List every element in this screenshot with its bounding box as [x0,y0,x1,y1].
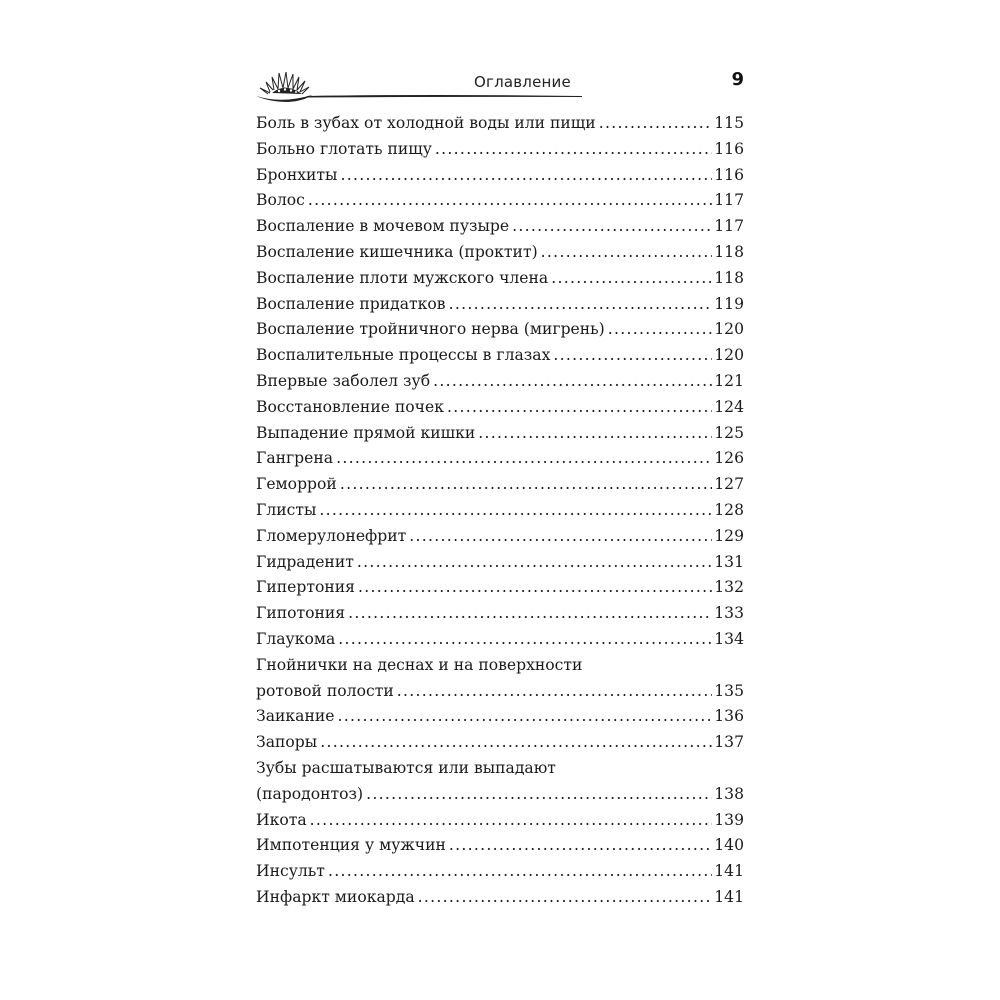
dot-leader [308,188,712,214]
dot-leader [310,808,713,834]
toc-entry[interactable] [256,498,744,524]
dot-leader [338,627,712,653]
toc-entry-line [256,188,744,214]
toc-entry[interactable] [256,395,744,421]
toc-page-number: 126 [714,449,744,468]
toc-entry[interactable] [256,730,744,756]
toc-entry[interactable] [256,756,744,808]
dot-leader [433,369,712,395]
toc-entry-line [256,885,744,911]
toc-page-number: 132 [714,578,744,597]
toc-entry[interactable] [256,317,744,343]
toc-entry-title: Воспаление тройничного нерва (мигрень) [256,320,605,339]
dot-leader [599,111,713,137]
dot-leader [366,782,712,808]
dot-leader [328,859,712,885]
header-title: Оглавление [474,73,571,91]
dot-leader [551,266,712,292]
toc-entry-title: Впервые заболел зуб [256,371,431,390]
dot-leader [348,601,712,627]
toc-entry[interactable] [256,214,744,240]
toc-page-number: 120 [714,320,744,339]
toc-entry[interactable] [256,240,744,266]
toc-entry-title: Воспаление в мочевом пузыре [256,217,510,236]
toc-entry[interactable] [256,163,744,189]
toc-entry-title: Боль в зубах от холодной воды или пищи [256,114,596,132]
toc-entry-title: Гангрена [256,449,334,468]
toc-entry-title: Воспалительные процессы в глазах [256,346,551,365]
dot-leader [397,679,713,705]
dot-leader [449,833,712,859]
toc-entry-title: Бронхиты [256,165,338,184]
toc-entry-line [256,343,744,369]
toc-page-number: 116 [714,139,744,158]
toc-entry-line [256,369,744,395]
toc-page-number: 119 [714,294,744,313]
dot-leader [319,498,712,524]
toc-entry-line [256,575,744,601]
toc-entry[interactable] [256,421,744,447]
dot-leader [340,472,712,498]
dot-leader [478,421,712,447]
dot-leader [320,730,712,756]
dot-leader [340,163,712,189]
toc-entry-title: Икота [256,810,307,829]
dot-leader [449,292,713,318]
toc-entry[interactable] [256,885,744,911]
toc-entry[interactable] [256,111,744,137]
toc-entry-line [256,679,744,705]
toc-entry-title: Импотенция у мужчин [256,836,446,855]
toc-entry[interactable] [256,575,744,601]
toc-entry-title: Гипотония [256,604,346,623]
dot-leader [357,550,712,576]
toc-entry[interactable] [256,188,744,214]
toc-entry-title: ротовой полости [256,681,394,700]
toc-entry-line [256,730,744,756]
toc-entry[interactable] [256,266,744,292]
toc-entry-title: Гидраденит [256,552,354,571]
toc-page-number: 117 [714,217,744,236]
toc-entry-line [256,240,744,266]
toc-entry-line [256,601,744,627]
toc-entry-line [256,833,744,859]
toc-entry-line [256,498,744,524]
table-of-contents [256,111,744,911]
dot-leader [337,704,712,730]
toc-entry-line [256,472,744,498]
toc-entry[interactable] [256,627,744,653]
toc-page-number: 124 [714,397,744,416]
toc-entry-line [256,446,744,472]
toc-entry-title: Гипертония [256,578,355,597]
dot-leader [447,395,712,421]
toc-entry-line [256,163,744,189]
toc-entry-title: Воспаление плоти мужского члена [256,268,549,287]
toc-entry-line [256,317,744,343]
toc-page-number: 129 [714,526,744,545]
toc-entry-line [256,266,744,292]
dot-leader [608,317,712,343]
toc-entry[interactable] [256,859,744,885]
toc-entry[interactable] [256,653,744,705]
toc-entry[interactable] [256,833,744,859]
toc-entry-line [256,395,744,421]
toc-entry[interactable] [256,446,744,472]
toc-page-number: 133 [714,604,744,623]
toc-entry-title: (пародонтоз) [256,784,364,803]
toc-entry-title: Воспаление придатков [256,294,446,313]
toc-page-number: 140 [714,836,744,855]
toc-page-number: 116 [714,165,744,184]
toc-entry[interactable] [256,292,744,318]
toc-entry-title: Воспаление кишечника (проктит) [256,242,538,261]
toc-page-number: 125 [714,423,744,442]
toc-entry-line [256,704,744,730]
dot-leader [541,240,713,266]
toc-page-number: 121 [714,371,744,390]
dot-leader [409,524,712,550]
toc-entry-line [256,214,744,240]
dot-leader [512,214,712,240]
toc-page-number: 131 [714,552,744,571]
toc-page-number: 115 [714,114,744,132]
toc-entry[interactable] [256,808,744,834]
toc-entry-line [256,292,744,318]
toc-entry-line [256,524,744,550]
toc-entry-title: Инфаркт миокарда [256,887,415,906]
toc-page-number: 127 [714,475,744,494]
toc-page-number: 138 [714,784,744,803]
toc-entry[interactable] [256,704,744,730]
toc-entry-line [256,859,744,885]
toc-entry-title: Инсульт [256,862,325,881]
toc-entry[interactable] [256,343,744,369]
toc-entry-title: Волос [256,191,305,210]
toc-entry[interactable] [256,369,744,395]
toc-page-number: 141 [714,862,744,881]
toc-entry-title: Больно глотать пищу [256,139,432,158]
running-header [252,64,746,104]
page-number: 9 [731,69,744,90]
toc-entry-line [256,550,744,576]
toc-entry-title: Заикание [256,707,335,726]
dot-leader [435,137,712,163]
toc-entry-line [256,421,744,447]
toc-entry-title: Глисты [256,500,317,519]
toc-entry-line [256,782,744,808]
toc-entry[interactable] [256,524,744,550]
toc-entry[interactable] [256,550,744,576]
dot-leader [358,575,712,601]
toc-entry[interactable] [256,472,744,498]
toc-page-number: 136 [714,707,744,726]
toc-entry-title: Геморрой [256,475,337,494]
toc-entry-title: Глаукома [256,629,336,648]
toc-entry-title: Восстановление почек [256,397,444,416]
toc-entry-line [256,111,744,137]
toc-page-number: 141 [714,887,744,906]
toc-page-number: 117 [714,191,744,210]
toc-page-number: 118 [714,268,744,287]
toc-page-number: 135 [714,681,744,700]
toc-entry-title-line: Зубы расшатываются или выпадают [256,758,556,777]
toc-entry-line [256,627,744,653]
dot-leader [553,343,712,369]
toc-entry-title: Гломерулонефрит [256,526,407,545]
toc-entry[interactable] [256,601,744,627]
toc-page-number: 134 [714,629,744,648]
toc-entry-title: Выпадение прямой кишки [256,423,476,442]
toc-page-number: 118 [714,242,744,261]
toc-page-number: 128 [714,500,744,519]
dot-leader [336,446,712,472]
dot-leader [418,885,713,911]
toc-page-number: 120 [714,346,744,365]
toc-entry[interactable] [256,137,744,163]
toc-page-number: 137 [714,733,744,752]
toc-page-number: 139 [714,810,744,829]
toc-entry-line [256,137,744,163]
toc-entry-title-line: Гнойнички на деснах и на поверхности [256,655,583,674]
toc-entry-title: Запоры [256,733,318,752]
toc-entry-line [256,808,744,834]
